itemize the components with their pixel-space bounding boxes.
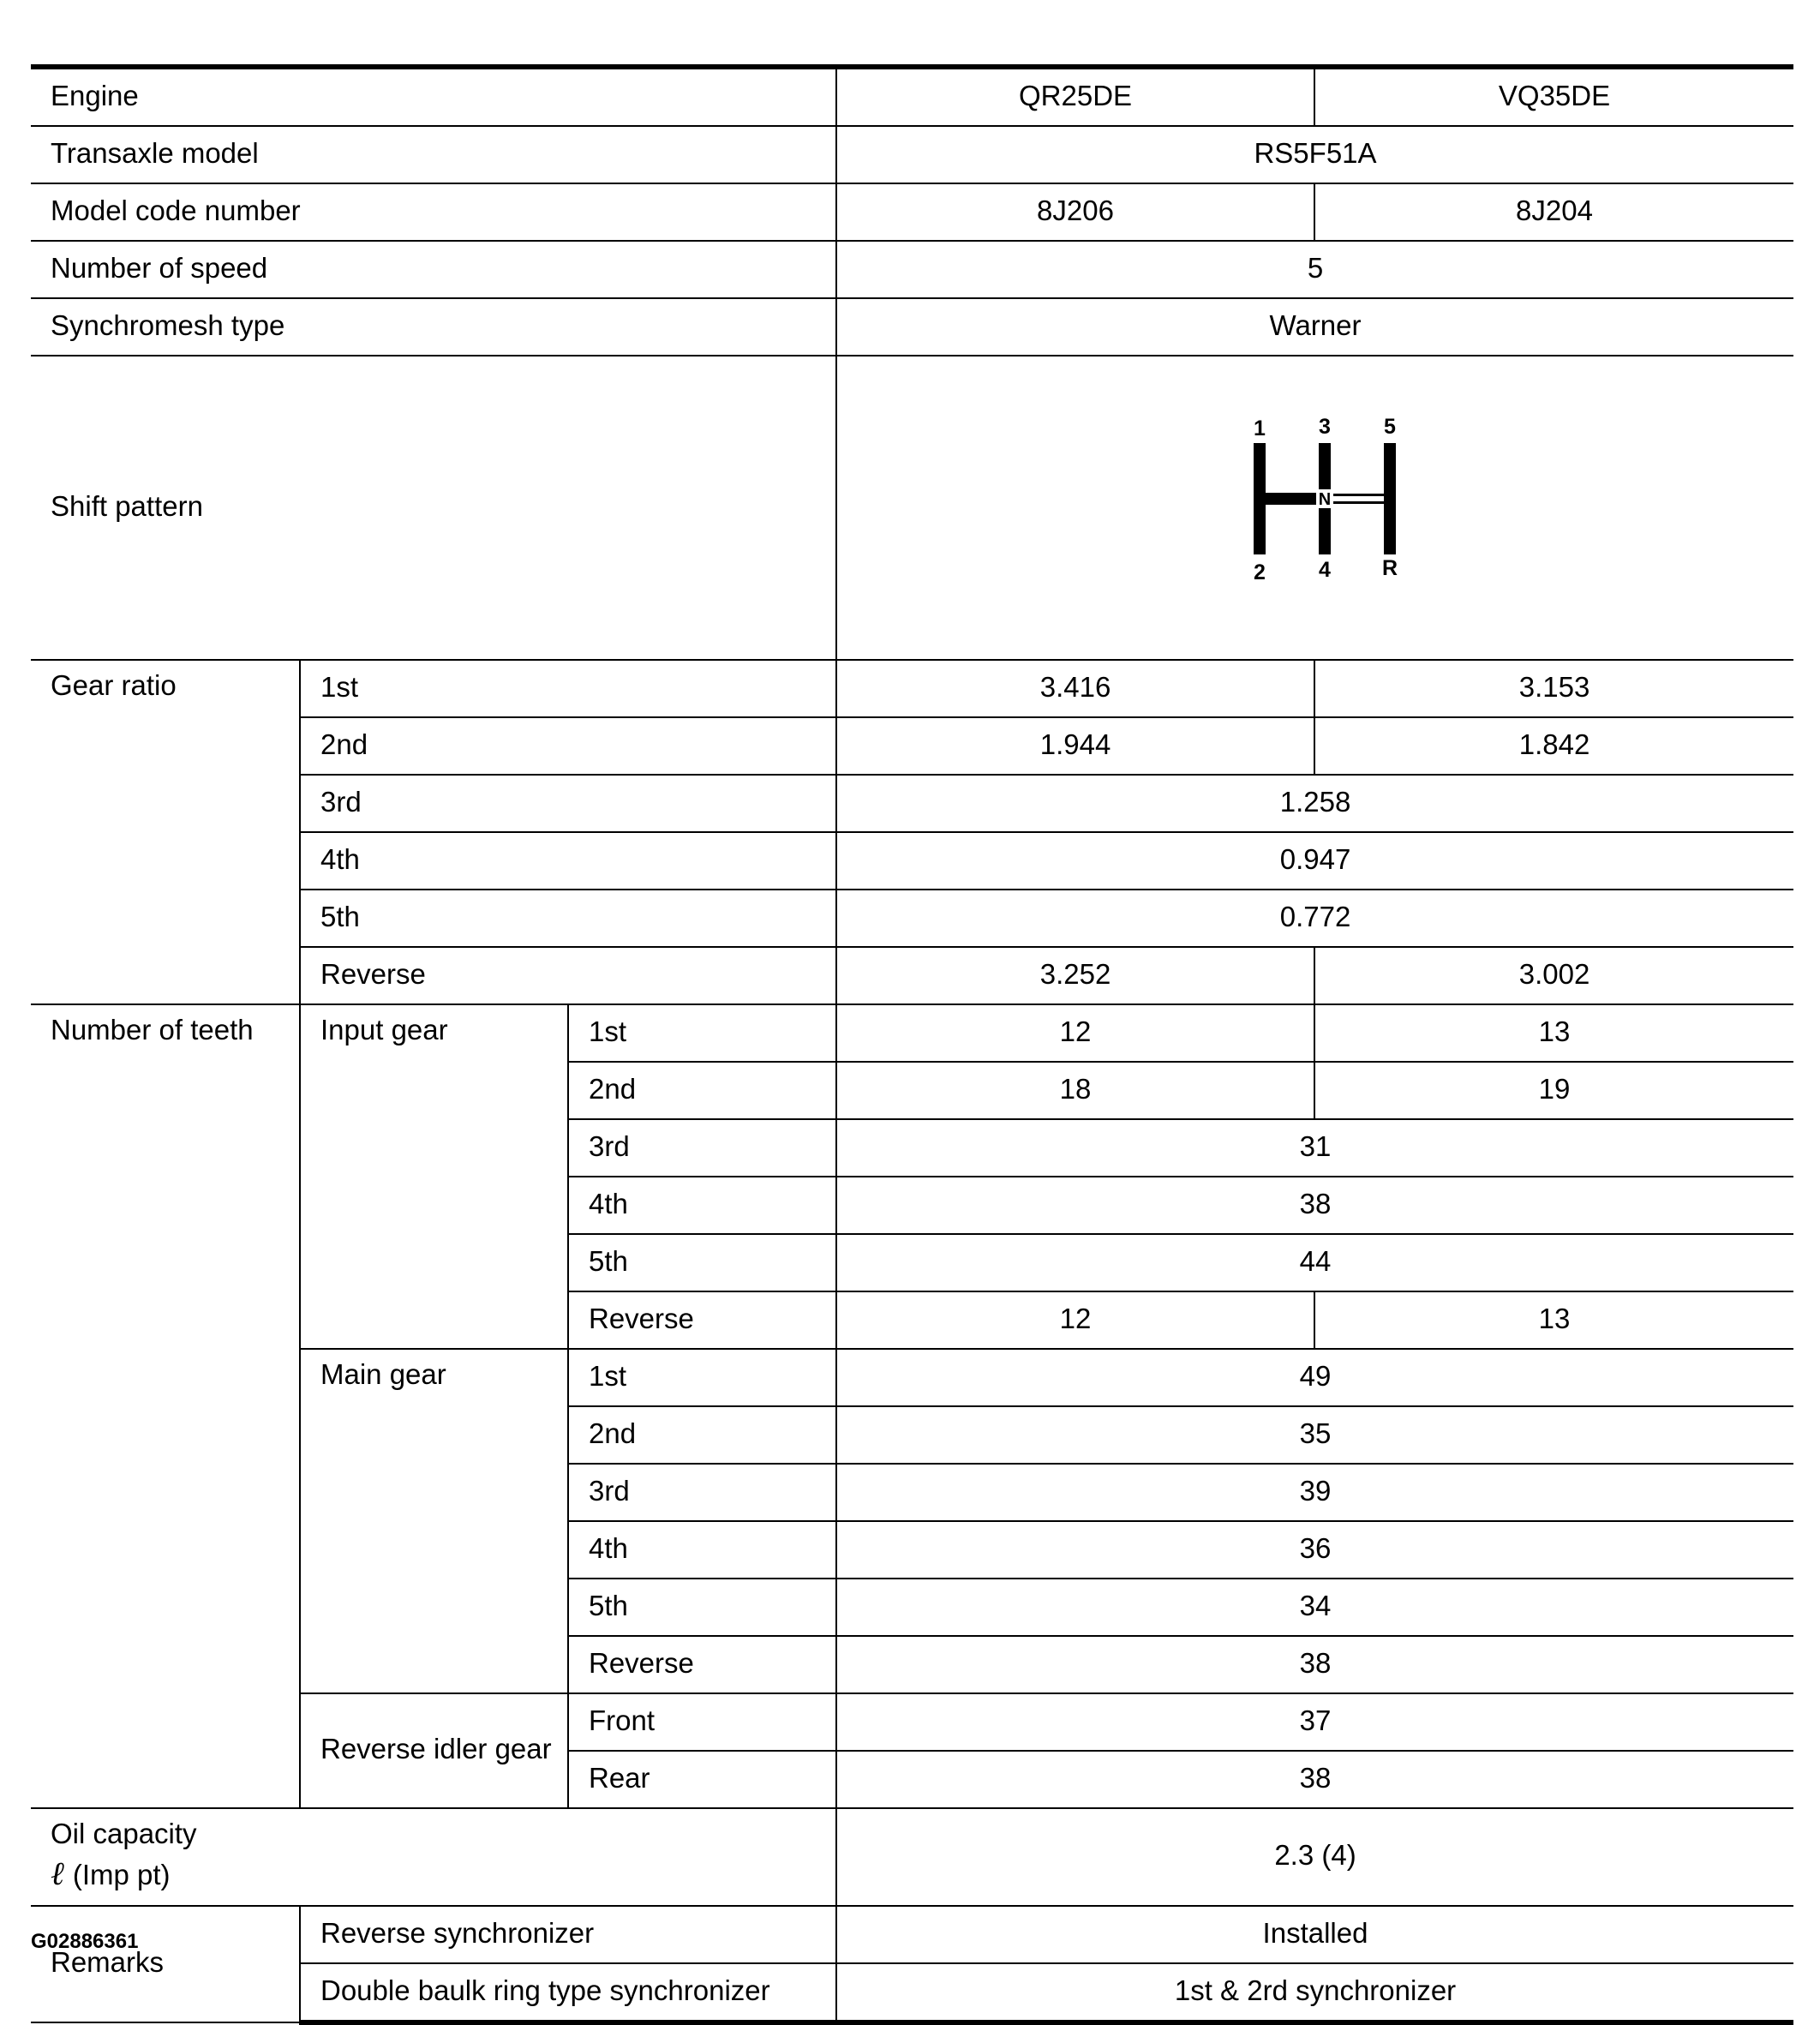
gear-ratio-value: 0.772: [836, 890, 1793, 947]
input-gear-gear: 5th: [568, 1234, 836, 1291]
input-gear-gear: 4th: [568, 1177, 836, 1234]
gear-5-label: 5: [1384, 414, 1396, 439]
input-gear-vq35de: 13: [1314, 1004, 1793, 1062]
gate-1-2: [1254, 443, 1266, 554]
main-gear-gear: 3rd: [568, 1464, 836, 1521]
gear-ratio-vq35de: 3.153: [1314, 660, 1793, 717]
input-gear-gear: 3rd: [568, 1119, 836, 1177]
oil-unit-text: (Imp pt): [72, 1859, 171, 1890]
model-code-qr25de: 8J206: [836, 183, 1314, 241]
input-gear-label: Input gear: [300, 1004, 568, 1349]
input-gear-qr25de: 12: [836, 1004, 1314, 1062]
table-row: [31, 356, 1793, 660]
gear-ratio-qr25de: 1.944: [836, 717, 1314, 775]
gear-ratio-gear: Reverse: [300, 947, 836, 1004]
oil-capacity-cell: [31, 1808, 836, 1906]
engine-qr25de: QR25DE: [836, 67, 1314, 126]
remarks-label: Remarks: [31, 1906, 300, 2022]
input-gear-vq35de: 13: [1314, 1291, 1793, 1349]
gear-4-label: 4: [1319, 557, 1331, 582]
crossbar-right-lower: [1331, 501, 1384, 504]
table-row: [31, 67, 1793, 126]
gear-ratio-gear: 1st: [300, 660, 836, 717]
table-row: [31, 660, 1793, 717]
teeth-label: Number of teeth: [31, 1004, 300, 1808]
gate-5-r: [1384, 443, 1396, 554]
input-gear-gear: 2nd: [568, 1062, 836, 1119]
oil-capacity-value: 2.3 (4): [836, 1808, 1793, 1906]
remarks-value: 1st & 2rd synchronizer: [836, 1963, 1793, 2022]
gear-ratio-label: Gear ratio: [31, 660, 300, 1004]
engine-vq35de: VQ35DE: [1314, 67, 1793, 126]
neutral-label: N: [1318, 489, 1332, 509]
gear-2-label: 2: [1254, 560, 1266, 584]
oil-capacity-unit: [51, 1855, 835, 1893]
main-gear-gear: 5th: [568, 1579, 836, 1636]
reverse-idler-gear: Rear: [568, 1751, 836, 1808]
input-gear-gear: 1st: [568, 1004, 836, 1062]
table-row: [31, 1906, 1793, 1963]
gear-ratio-gear: 5th: [300, 890, 836, 947]
input-gear-qr25de: 18: [836, 1062, 1314, 1119]
main-gear-value: 36: [836, 1521, 1793, 1579]
reverse-idler-value: 38: [836, 1751, 1793, 1808]
figure-code: G02886361: [31, 1930, 139, 1953]
main-gear-gear: 2nd: [568, 1406, 836, 1464]
reverse-idler-gear: Front: [568, 1693, 836, 1751]
input-gear-vq35de: 19: [1314, 1062, 1793, 1119]
gear-ratio-qr25de: 3.252: [836, 947, 1314, 1004]
input-gear-value: 31: [836, 1119, 1793, 1177]
table-row: [31, 298, 1793, 356]
input-gear-value: 44: [836, 1234, 1793, 1291]
synchromesh-label: Synchromesh type: [31, 298, 836, 356]
gear-1-label: 1: [1254, 416, 1266, 440]
main-gear-gear: 4th: [568, 1521, 836, 1579]
main-gear-value: 39: [836, 1464, 1793, 1521]
gear-ratio-qr25de: 3.416: [836, 660, 1314, 717]
gear-ratio-gear: 2nd: [300, 717, 836, 775]
input-gear-gear: Reverse: [568, 1291, 836, 1349]
speeds-label: Number of speed: [31, 241, 836, 298]
table-row: [31, 126, 1793, 183]
synchromesh-value: Warner: [836, 298, 1793, 356]
gear-ratio-gear: 4th: [300, 832, 836, 890]
reverse-idler-label: Reverse idler gear: [300, 1693, 568, 1808]
remarks-item: Reverse synchronizer: [300, 1906, 836, 1963]
specification-table: [31, 64, 1793, 2025]
shift-pattern-cell: [836, 356, 1793, 660]
main-gear-gear: Reverse: [568, 1636, 836, 1693]
gear-ratio-value: 0.947: [836, 832, 1793, 890]
table-row: [31, 241, 1793, 298]
main-gear-label: Main gear: [300, 1349, 568, 1693]
table-row: [31, 1004, 1793, 1062]
gear-3-label: 3: [1319, 414, 1331, 439]
main-gear-gear: 1st: [568, 1349, 836, 1406]
gear-r-label: R: [1381, 555, 1398, 580]
speeds-value: 5: [836, 241, 1793, 298]
input-gear-qr25de: 12: [836, 1291, 1314, 1349]
main-gear-value: 38: [836, 1636, 1793, 1693]
reverse-idler-value: 37: [836, 1693, 1793, 1751]
model-code-label: Model code number: [31, 183, 836, 241]
table-row: [31, 183, 1793, 241]
main-gear-value: 34: [836, 1579, 1793, 1636]
shift-pattern-diagram: [1212, 412, 1418, 601]
oil-capacity-label: Oil capacity: [51, 1818, 197, 1849]
gear-ratio-gear: 3rd: [300, 775, 836, 832]
main-gear-value: 35: [836, 1406, 1793, 1464]
engine-label: Engine: [31, 67, 836, 126]
gear-ratio-value: 1.258: [836, 775, 1793, 832]
model-code-vq35de: 8J204: [1314, 183, 1793, 241]
transaxle-value: RS5F51A: [836, 126, 1793, 183]
remarks-value: Installed: [836, 1906, 1793, 1963]
shift-pattern-label: Shift pattern: [31, 356, 836, 660]
table-row: [31, 1808, 1793, 1906]
gear-ratio-vq35de: 3.002: [1314, 947, 1793, 1004]
crossbar-right-upper: [1331, 494, 1384, 496]
crossbar-left: [1266, 493, 1319, 505]
remarks-item: Double baulk ring type synchronizer: [300, 1963, 836, 2022]
gear-ratio-vq35de: 1.842: [1314, 717, 1793, 775]
litre-symbol: ℓ: [51, 1856, 64, 1892]
transaxle-label: Transaxle model: [31, 126, 836, 183]
main-gear-value: 49: [836, 1349, 1793, 1406]
input-gear-value: 38: [836, 1177, 1793, 1234]
